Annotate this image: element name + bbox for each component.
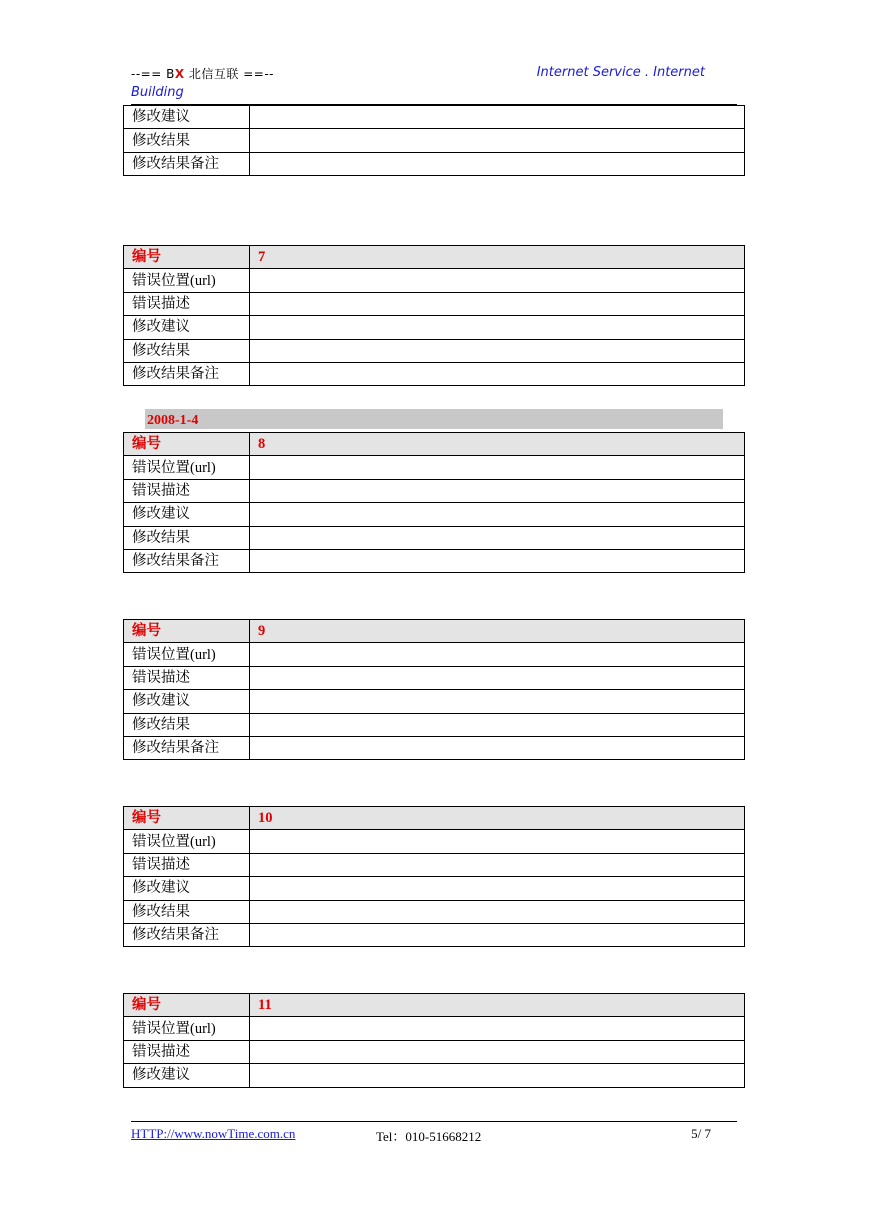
table-row <box>124 1017 745 1040</box>
field-value <box>250 643 745 666</box>
field-value <box>250 292 745 315</box>
field-value <box>250 1064 745 1087</box>
table-header-row <box>124 433 745 456</box>
field-value <box>250 526 745 549</box>
field-label: 错误位置(url) <box>124 456 250 479</box>
field-value <box>250 830 745 853</box>
footer-telephone: Tel：010-51668212 <box>376 1129 482 1144</box>
field-label: 修改结果 <box>124 339 250 362</box>
footer-page-number: 5/ 7 <box>691 1126 711 1141</box>
table-row <box>124 923 745 946</box>
table-row <box>124 900 745 923</box>
field-label: 错误位置(url) <box>124 269 250 292</box>
id-value: 9 <box>250 620 745 643</box>
field-value <box>250 106 745 129</box>
field-value <box>250 1040 745 1063</box>
table-row <box>124 152 745 175</box>
record-table-8 <box>123 432 745 573</box>
header-brand <box>131 65 274 82</box>
field-value <box>250 362 745 385</box>
field-label: 错误位置(url) <box>124 830 250 853</box>
table-row <box>124 456 745 479</box>
field-label: 修改结果备注 <box>124 362 250 385</box>
field-value <box>250 129 745 152</box>
field-label: 错误描述 <box>124 666 250 689</box>
header-brand-name: 北信互联 ==-- <box>184 67 274 81</box>
table-row <box>124 713 745 736</box>
id-label: 编号 <box>124 994 250 1017</box>
table-header-row <box>124 807 745 830</box>
table-row <box>124 549 745 572</box>
field-value <box>250 900 745 923</box>
header-brand-prefix: --== B <box>131 67 175 81</box>
field-label: 修改建议 <box>124 106 250 129</box>
field-label: 修改结果备注 <box>124 152 250 175</box>
table-row <box>124 362 745 385</box>
field-value <box>250 479 745 502</box>
table-header-row <box>124 246 745 269</box>
table-row <box>124 479 745 502</box>
id-value: 11 <box>250 994 745 1017</box>
table-row <box>124 269 745 292</box>
field-value <box>250 269 745 292</box>
id-value: 7 <box>250 246 745 269</box>
page-header <box>131 62 737 105</box>
field-label: 错误描述 <box>124 479 250 502</box>
field-value <box>250 713 745 736</box>
date-heading: 2008-1-4 <box>145 409 723 429</box>
header-brand-x: X <box>174 67 185 81</box>
field-label: 错误位置(url) <box>124 1017 250 1040</box>
id-value: 10 <box>250 807 745 830</box>
field-value <box>250 923 745 946</box>
record-table-11 <box>123 993 745 1088</box>
footer-website-link[interactable]: HTTP://www.nowTime.com.cn <box>131 1126 296 1141</box>
field-label: 错误描述 <box>124 853 250 876</box>
page-footer <box>131 1121 737 1152</box>
field-label: 修改建议 <box>124 690 250 713</box>
field-label: 修改结果备注 <box>124 736 250 759</box>
field-value <box>250 690 745 713</box>
record-table-10 <box>123 806 745 947</box>
field-label: 修改结果 <box>124 526 250 549</box>
field-value <box>250 549 745 572</box>
table-row <box>124 292 745 315</box>
table-row <box>124 339 745 362</box>
table-row <box>124 666 745 689</box>
field-value <box>250 456 745 479</box>
field-value <box>250 339 745 362</box>
id-label: 编号 <box>124 807 250 830</box>
field-label: 错误位置(url) <box>124 643 250 666</box>
table-row <box>124 526 745 549</box>
table-row <box>124 690 745 713</box>
field-label: 修改结果备注 <box>124 549 250 572</box>
field-label: 修改建议 <box>124 316 250 339</box>
field-value <box>250 316 745 339</box>
field-label: 修改结果 <box>124 129 250 152</box>
table-row <box>124 129 745 152</box>
table-row <box>124 503 745 526</box>
field-value <box>250 736 745 759</box>
id-value: 8 <box>250 433 745 456</box>
field-label: 修改建议 <box>124 877 250 900</box>
id-label: 编号 <box>124 433 250 456</box>
table-row <box>124 106 745 129</box>
table-row <box>124 830 745 853</box>
record-table-9 <box>123 619 745 760</box>
table-row <box>124 853 745 876</box>
table-row <box>124 1040 745 1063</box>
field-label: 修改建议 <box>124 1064 250 1087</box>
field-label: 修改结果 <box>124 713 250 736</box>
id-label: 编号 <box>124 620 250 643</box>
table-row <box>124 736 745 759</box>
table-row <box>124 316 745 339</box>
field-value <box>250 1017 745 1040</box>
header-tagline: Internet Service . Internet <box>536 65 705 80</box>
header-tagline-cont: Building <box>131 85 184 100</box>
field-label: 错误描述 <box>124 1040 250 1063</box>
table-row <box>124 643 745 666</box>
field-value <box>250 503 745 526</box>
field-value <box>250 152 745 175</box>
field-label: 修改建议 <box>124 503 250 526</box>
field-value <box>250 666 745 689</box>
field-value <box>250 853 745 876</box>
field-label: 修改结果备注 <box>124 923 250 946</box>
table-row <box>124 1064 745 1087</box>
record-table-7 <box>123 245 745 386</box>
field-label: 错误描述 <box>124 292 250 315</box>
record-table-partial <box>123 105 745 176</box>
table-row <box>124 877 745 900</box>
table-header-row <box>124 620 745 643</box>
table-header-row <box>124 994 745 1017</box>
field-value <box>250 877 745 900</box>
field-label: 修改结果 <box>124 900 250 923</box>
id-label: 编号 <box>124 246 250 269</box>
